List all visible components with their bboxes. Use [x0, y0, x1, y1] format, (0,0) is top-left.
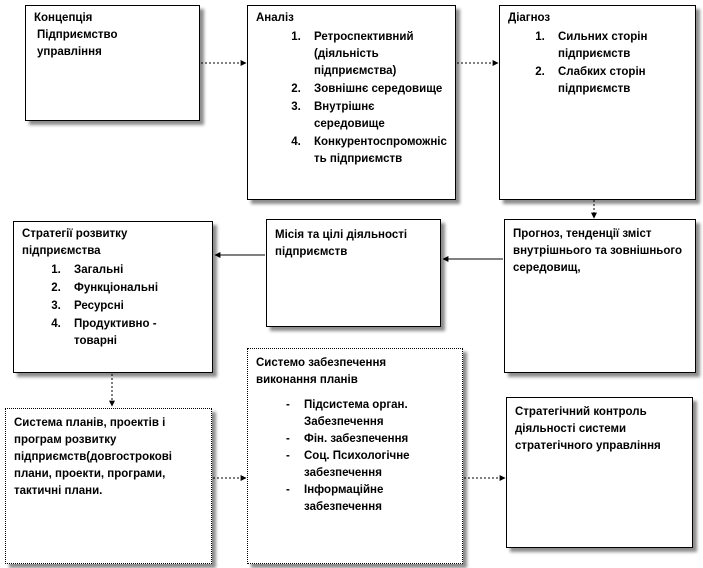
forecast-title: Прогноз, тенденції зміст внутрішнього та зовнішнього середовищ, [513, 228, 683, 274]
strategies-item: 3. Ресурсні [64, 298, 204, 315]
analysis-item: 2. Зовнішнє середовище [304, 81, 447, 98]
plans-box [5, 408, 212, 564]
analysis-box [247, 5, 456, 200]
analysis-list [256, 29, 447, 168]
diagnosis-box [499, 5, 696, 200]
diagnosis-item: 2. Слабких сторін підприємств [548, 64, 687, 98]
mission-title: Місія та цілі діяльності підприємств [275, 229, 408, 258]
analysis-item: 3. Внутрішнє середовище [304, 99, 447, 133]
analysis-item: 1. Ретроспективний (діяльність підприємства) [304, 29, 447, 80]
support-list [256, 397, 454, 516]
concept-title: Концепція [34, 12, 93, 24]
concept-box [25, 5, 200, 121]
support-item: - Інформаційне забезпечення [286, 482, 454, 516]
forecast-box [504, 219, 696, 373]
strategies-title: Стратегії розвитку підприємства [22, 228, 128, 257]
concept-body: Підприємство управління [37, 29, 118, 58]
analysis-item: 4. Конкурентоспроможність підприємств [304, 134, 447, 168]
support-item: - Підсистема орган. Забезпечення [286, 397, 454, 431]
support-item: - Соц. Психологічне забезпечення [286, 448, 454, 482]
strategies-item: 2. Функціональні [64, 280, 204, 297]
support-item: - Фін. забезпечення [286, 431, 454, 448]
control-title: Стратегічний контроль діяльності системи стратегічного управління [515, 406, 661, 452]
strategies-item: 4. Продуктивно - товарні [64, 316, 160, 350]
diagnosis-title: Діагноз [508, 12, 551, 24]
support-box [247, 348, 463, 564]
analysis-title: Аналіз [256, 12, 294, 24]
mission-box [266, 219, 441, 327]
plans-title: Система планів, проектів і програм розвитку підприємств(довгострокові плани, проекти, програми, тактичні плани. [14, 417, 172, 497]
strategies-item: 1. Загальні [64, 262, 204, 279]
support-title: Системо забезпечення виконання планів [256, 357, 387, 386]
diagnosis-item: 1. Сильних сторін підприємств [548, 29, 687, 63]
diagnosis-list [508, 29, 687, 98]
strategies-box [13, 221, 213, 373]
control-box [506, 397, 693, 548]
strategies-list [22, 262, 204, 350]
